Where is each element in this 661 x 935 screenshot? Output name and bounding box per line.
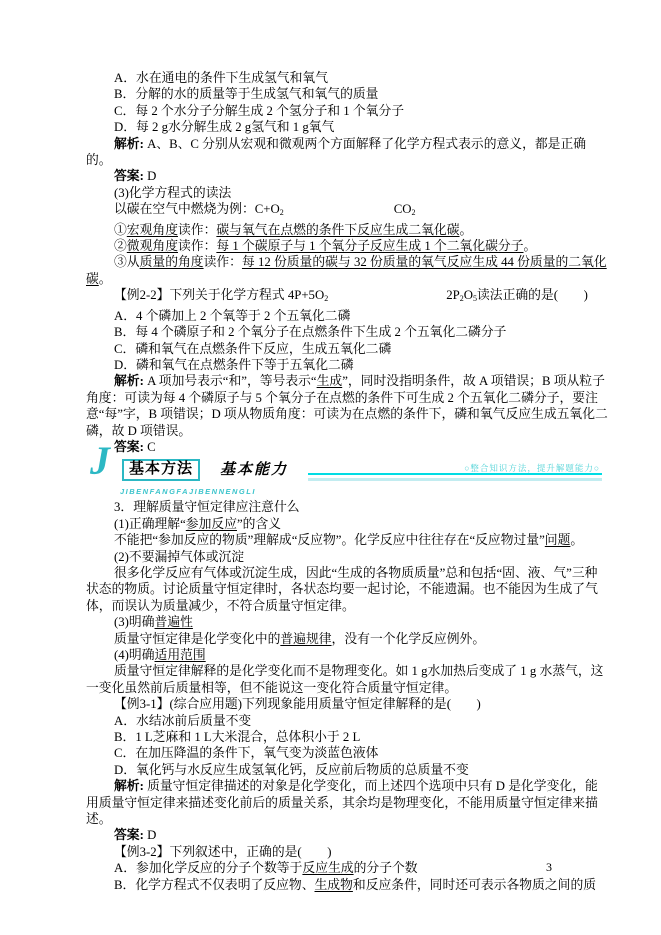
banner-rule-pale (308, 478, 602, 481)
point-1: (1)正确理解“参加反应”的含义 (114, 516, 282, 531)
option-b: B．每 4 个磷原子和 2 个氧分子在点燃条件下生成 2 个五氧化二磷分子 (114, 325, 507, 340)
option-a: A．4 个磷加上 2 个氧等于 2 个五氧化二磷 (114, 308, 351, 323)
point-1-body: 不能把“参加反应的物质”理解成“反应物”。化学反应中往往存在“反应物过量”问题。 (114, 533, 584, 548)
example-2-2: 【例2-2】下列关于化学方程式 4P+5O2 2P2O5读法正确的是( ) (114, 288, 588, 304)
page-number: 3 (546, 860, 552, 874)
answer: 答案: C (114, 439, 156, 454)
option-c: C．磷和氧气在点燃条件下反应，生成五氧化二磷 (114, 341, 392, 356)
body-lines-top (86, 70, 610, 455)
banner-logo-j: J (90, 438, 110, 484)
banner-rule-bright (308, 473, 602, 475)
point-4: (4)明确适用范围 (114, 648, 206, 662)
topic-heading: 3．理解质量守恒定律应注意什么 (114, 500, 300, 515)
subheading-reading: (3)化学方程式的读法 (114, 185, 232, 200)
banner-title-box: 基本方法 (122, 459, 200, 480)
option-b: B．分解的水的质量等于生成氢气和氧气的质量 (114, 87, 379, 102)
analysis: 解析: A 项加号表示“和”，等号表示“生成”，同时没指明条件，故 A 项错误；B 项从粒子角度：可读为每 4 个磷原子与 5 个氧分子在点燃的条件下可生成 2 个五氧化二磷分子，要注意“每”字，B 项错误；D 项从物质角度：可读为在点燃的条件下，磷和氧气反应生成五氧化二磷，故 D 项错误。 (86, 374, 608, 438)
option-b: B．1 L芝麻和 1 L大米混合，总体积小于 2 L (114, 730, 361, 745)
option-a: A．水结冰前后质量不变 (114, 713, 252, 728)
option-d: D．氧化钙与水反应生成氢氧化钙，反应前后物质的总质量不变 (114, 762, 469, 777)
option-a: A．参加化学反应的分子个数等于反应生成的分子个数 (114, 861, 418, 876)
option-d: D．磷和氧气在点燃条件下等于五氧化二磷 (114, 357, 354, 372)
analysis: 解析: 质量守恒定律描述的对象是化学变化，而上述四个选项中只有 D 是化学变化，能用质量守恒定律来描述变化前后的质量关系，其余均是物理变化，不能用质量守恒定律来描述。 (86, 779, 598, 827)
option-c: C．在加压降温的条件下，氧气变为淡蓝色液体 (114, 746, 379, 761)
point-3: (3)明确普遍性 (114, 615, 193, 630)
answer: 答案: D (114, 169, 157, 184)
banner-title-italic: 基本能力 (220, 461, 289, 479)
equation-condition-blank (284, 212, 394, 213)
option-a: A．水在通电的条件下生成氢气和氧气 (114, 71, 328, 85)
equation-carbon: 以碳在空气中燃烧为例：C+O2 CO2 (114, 202, 416, 218)
answer: 答案: D (114, 828, 157, 843)
point-2: (2)不要漏掉气体或沉淀 (114, 549, 245, 564)
option-b: B．化学方程式不仅表明了反应物、生成物和反应条件，同时还可表示各物质之间的质 (114, 877, 597, 892)
example-3-2: 【例3-2】下列叙述中，正确的是( ) (114, 844, 332, 859)
body-lines-bottom (86, 499, 610, 893)
point-4-body: 质量守恒定律解释的是化学变化而不是物理变化。如 1 g水加热后变成了 1 g 水蒸气，这一变化虽然前后质量相等，但不能说这一变化符合质量守恒定律。 (86, 664, 604, 695)
equation-condition-blank (328, 298, 446, 299)
reading-macro: ①宏观角度读作：碳与氧气在点燃的条件下反应生成二氧化碳。 (114, 222, 473, 237)
reading-micro: ②微观角度读作：每 1 个碳原子与 1 个氧分子反应生成 1 个二氧化碳分子。 (114, 239, 537, 254)
page-content (86, 70, 610, 893)
banner-tagline: ○整合知识方法，提升解题能力○ (464, 463, 600, 474)
point-2-body: 很多化学反应有气体或沉淀生成，因此“生成的各物质质量”总和包括“固、液、气”三种状态的物质。讨论质量守恒定律时，各状态均要一起讨论，不能遗漏。也不能因为生成了气体，而误认为质量减少，不符合质量守恒定律。 (86, 565, 598, 613)
point-3-body: 质量守恒定律是化学变化中的普遍规律，没有一个化学反应例外。 (114, 631, 486, 646)
option-c: C．每 2 个水分子分解生成 2 个氢分子和 1 个氧分子 (114, 103, 405, 118)
example-3-1: 【例3-1】(综合应用题)下列现象能用质量守恒定律解释的是( ) (114, 697, 481, 712)
analysis: 解析: A、B、C 分别从宏观和微观两个方面解释了化学方程式表示的意义，都是正确的。 (86, 136, 587, 168)
option-d: D．每 2 g水分解生成 2 g氢气和 1 g氧气 (114, 120, 335, 135)
reading-mass: ③从质量的角度读作：每 12 份质量的碳与 32 份质量的氧气反应生成 44 份质量的二氧化碳。 (86, 255, 607, 286)
banner-pinyin: JIBENFANGFAJIBENNENGLI (120, 487, 256, 497)
